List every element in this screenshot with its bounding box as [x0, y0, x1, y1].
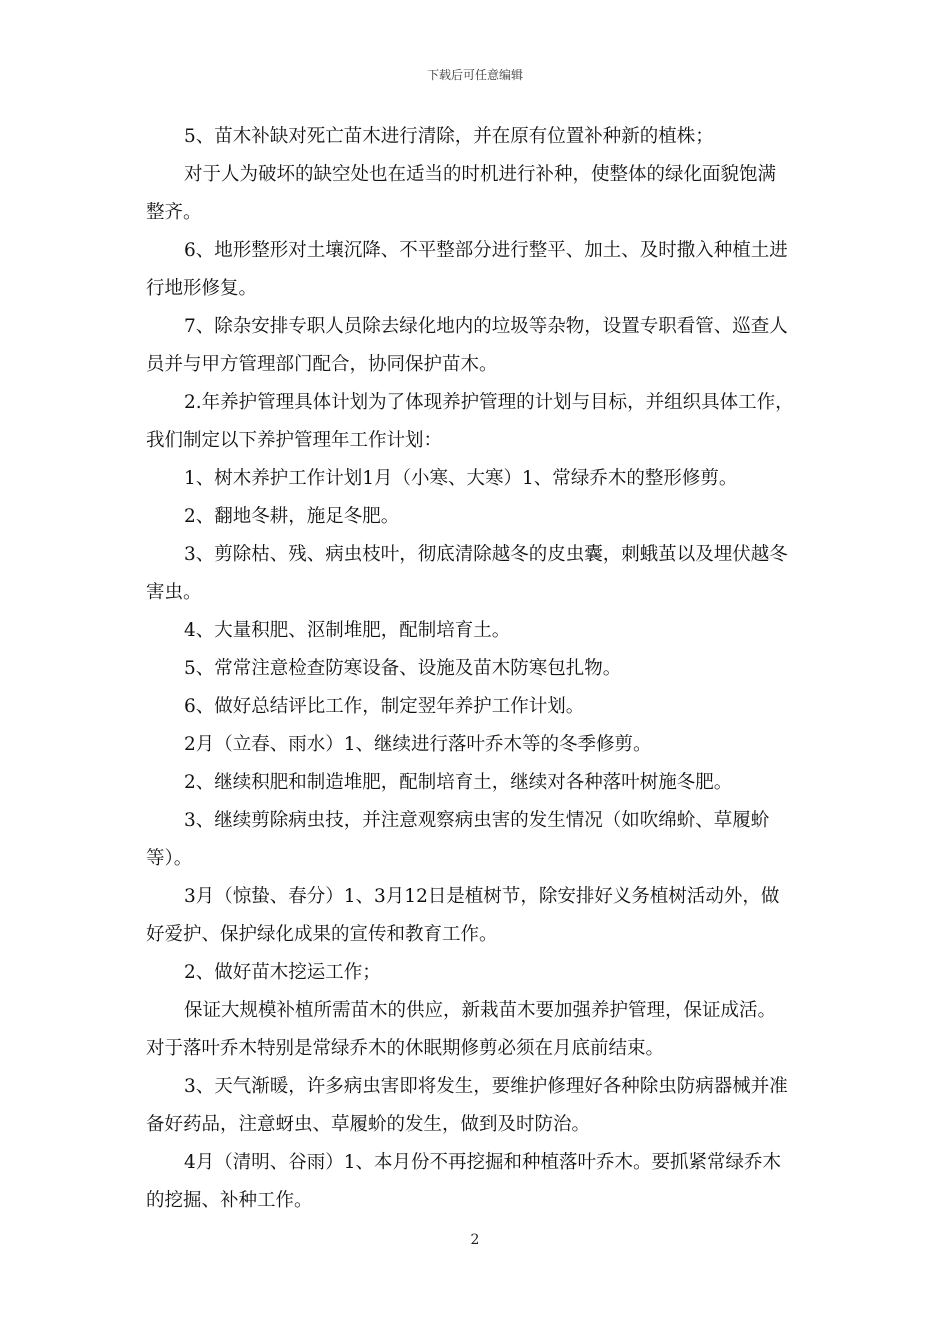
paragraph-line: 4、大量积肥、沤制堆肥，配制培育土。 — [184, 620, 511, 641]
paragraph-line: 对于落叶乔木特别是常绿乔木的休眠期修剪必须在月底前结束。 — [146, 1038, 665, 1059]
paragraph-line: 的挖掘、补种工作。 — [146, 1190, 313, 1211]
paragraph-line: 2、继续积肥和制造堆肥，配制培育土，继续对各种落叶树施冬肥。 — [184, 772, 733, 793]
paragraph-line: 备好药品，注意蚜虫、草履蚧的发生，做到及时防治。 — [146, 1114, 591, 1135]
paragraph-line: 员并与甲方管理部门配合，协同保护苗木。 — [146, 354, 498, 375]
page-number: 2 — [470, 1232, 480, 1248]
paragraph-line: 保证大规模补植所需苗木的供应，新栽苗木要加强养护管理，保证成活。 — [184, 1000, 777, 1021]
paragraph-line: 3月（惊蛰、春分）1、3月12日是植树节，除安排好义务植树活动外，做 — [184, 886, 780, 907]
paragraph-line: 5、常常注意检查防寒设备、设施及苗木防寒包扎物。 — [184, 658, 622, 679]
paragraph-line: 5、苗木补缺对死亡苗木进行清除，并在原有位置补种新的植株； — [184, 126, 714, 147]
paragraph-line: 3、剪除枯、残、病虫枝叶，彻底清除越冬的皮虫囊，刺蛾茧以及埋伏越冬 — [184, 544, 788, 565]
paragraph-line: 对于人为破坏的缺空处也在适当的时机进行补种，使整体的绿化面貌饱满 — [184, 164, 777, 185]
paragraph-line: 2.年养护管理具体计划为了体现养护管理的计划与目标，并组织具体工作， — [184, 392, 794, 413]
paragraph-line: 4月（清明、谷雨）1、本月份不再挖掘和种植落叶乔木。要抓紧常绿乔木 — [184, 1152, 782, 1173]
paragraph-line: 害虫。 — [146, 582, 202, 603]
paragraph-line: 2、做好苗木挖运工作； — [184, 962, 381, 983]
paragraph-line: 行地形修复。 — [146, 278, 258, 299]
paragraph-line: 1、树木养护工作计划1月（小寒、大寒）1、常绿乔木的整形修剪。 — [184, 468, 738, 489]
paragraph-line: 2、翻地冬耕，施足冬肥。 — [184, 506, 400, 527]
paragraph-line: 等）。 — [146, 848, 193, 869]
paragraph-line: 我们制定以下养护管理年工作计划： — [146, 430, 443, 451]
paragraph-line: 7、除杂安排专职人员除去绿化地内的垃圾等杂物，设置专职看管、巡查人 — [184, 316, 788, 337]
page-header: 下载后可任意编辑 — [426, 68, 523, 82]
paragraph-line: 3、继续剪除病虫技，并注意观察病虫害的发生情况（如吹绵蚧、草履蚧 — [184, 810, 770, 831]
paragraph-line: 好爱护、保护绿化成果的宣传和教育工作。 — [146, 924, 498, 945]
paragraph-line: 整齐。 — [146, 202, 202, 223]
paragraph-line: 3、天气渐暖，许多病虫害即将发生，要维护修理好各种除虫防病器械并准 — [184, 1076, 788, 1097]
paragraph-line: 6、做好总结评比工作，制定翌年养护工作计划。 — [184, 696, 585, 717]
paragraph-line: 6、地形整形对土壤沉降、不平整部分进行整平、加土、及时撒入种植土进 — [184, 240, 788, 261]
paragraph-line: 2月（立春、雨水）1、继续进行落叶乔木等的冬季修剪。 — [184, 734, 652, 755]
